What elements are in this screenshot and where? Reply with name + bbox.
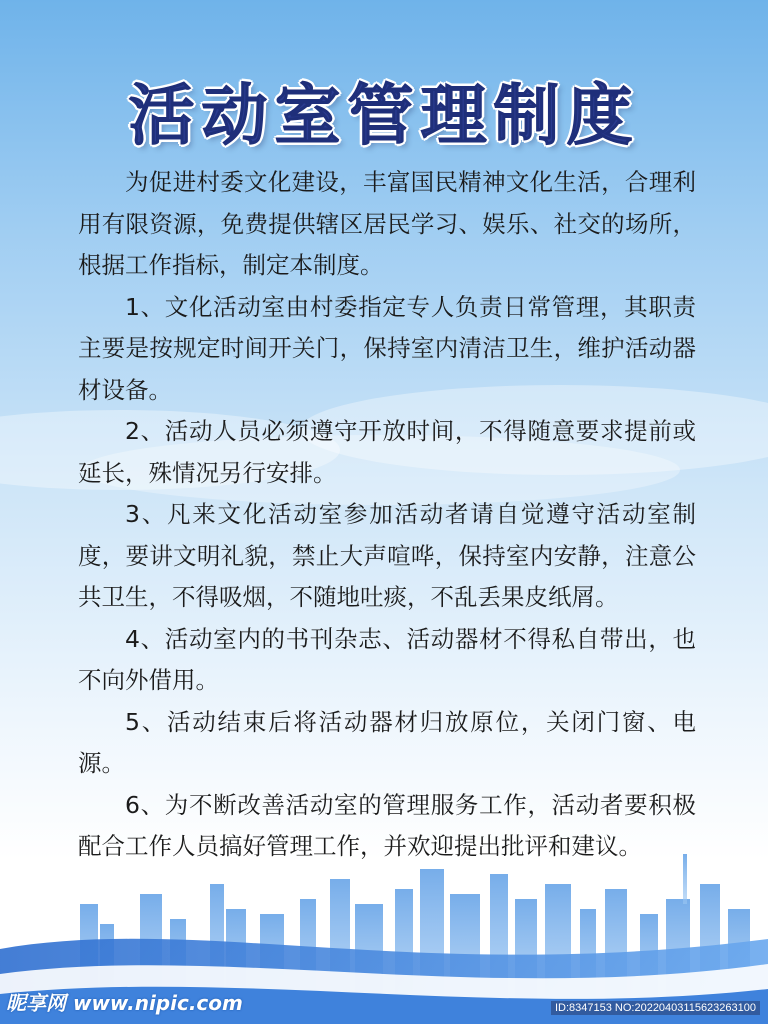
rule-5: 5、活动结束后将活动器材归放原位，关闭门窗、电源。	[78, 707, 696, 777]
rule-6: 6、为不断改善活动室的管理服务工作，活动者要积极配合工作人员搞好管理工作，并欢迎提出批评和建议。	[78, 790, 696, 860]
rule-1: 1、文化活动室由村委指定专人负责日常管理，其职责主要是按规定时间开关门，保持室内清洁卫生，维护活动器材设备。	[78, 292, 696, 404]
page-title: 活动室管理制度	[128, 76, 640, 154]
intro-paragraph: 为促进村委文化建设，丰富国民精神文化生活，合理利用有限资源，免费提供辖区居民学习、娱乐、社交的场所，根据工作指标，制定本制度。	[78, 168, 696, 279]
image-id-watermark: ID:8347153 NO:20220403115623263100	[551, 1001, 760, 1015]
rule-3: 3、凡来文化活动室参加活动者请自觉遵守活动室制度，要讲文明礼貌，禁止大声喧哗，保持室内安静，注意公共卫生，不得吸烟，不随地吐痰，不乱丢果皮纸屑。	[78, 500, 696, 611]
rule-2: 2、活动人员必须遵守开放时间，不得随意要求提前或延长，殊情况另行安排。	[78, 417, 696, 487]
rule-4: 4、活动室内的书刊杂志、活动器材不得私自带出，也不向外借用。	[78, 624, 696, 694]
regulation-body	[78, 162, 696, 868]
nipic-watermark-logo: 昵享网 www.nipic.com	[6, 991, 243, 1015]
